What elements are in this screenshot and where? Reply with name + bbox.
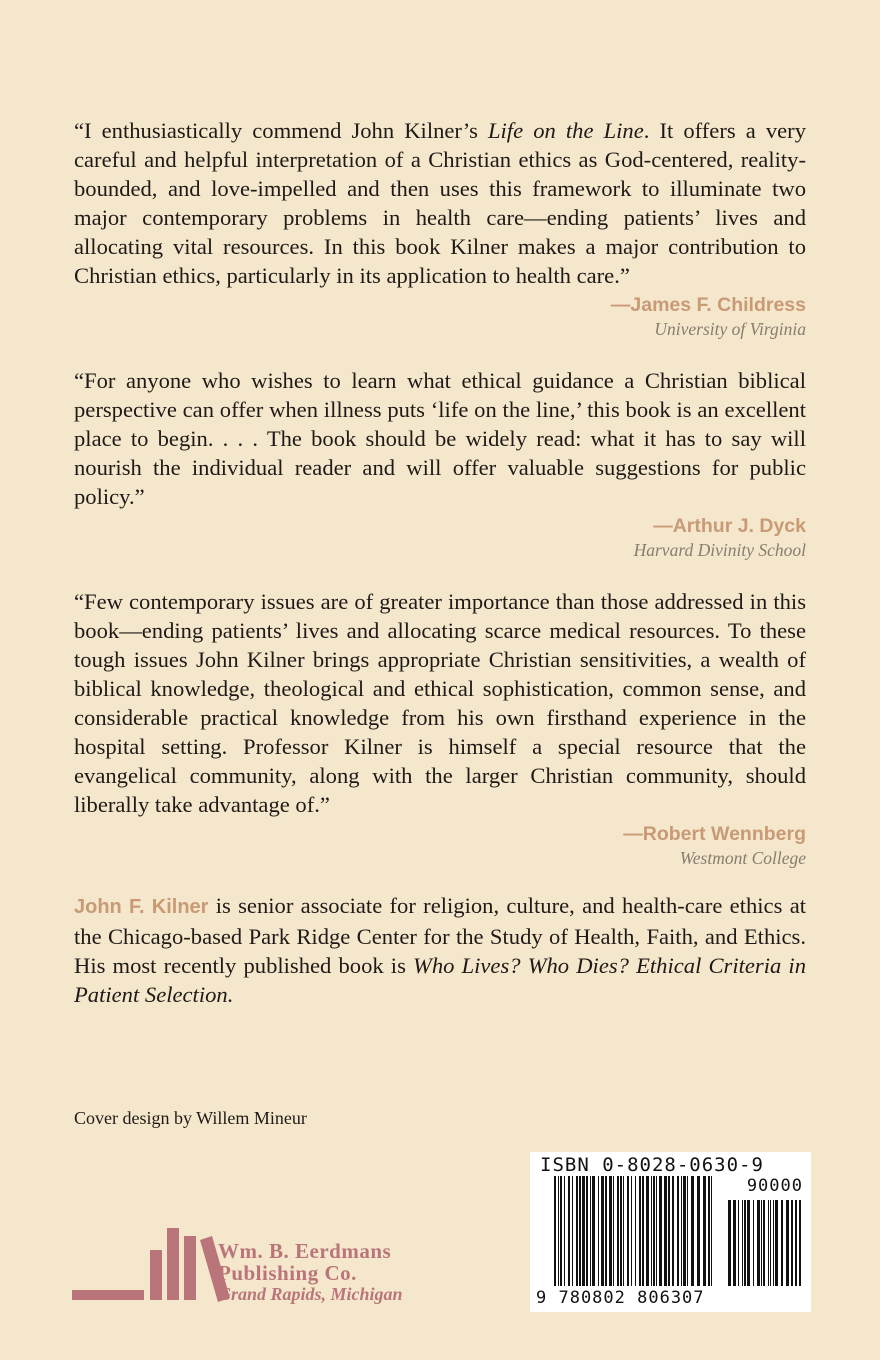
publisher-name [218,1240,403,1304]
endorsement-dyck [74,366,806,561]
cover-design-credit: Cover design by Willem Mineur [74,1108,307,1128]
endorsement-quote: “Few contemporary issues are of greater importance than those addressed in this book—ending patients’ lives and allocating scarce medical resources. To these tough issues John Kilner brings appropriate Christian sensitivities, a wealth of biblical knowledge, theological and ethical sophistication, common sense, and considerable practical knowledge from his own firsthand experience in the hospital setting. Professor Kilner is himself a special resource that the evangelical community, along with the larger Christian community, should liberally take advantage of.” [74,589,806,817]
barcode-bars-icon [554,1176,714,1286]
isbn-label: ISBN 0-8028-0630-9 [540,1154,764,1176]
endorser-affiliation: University of Virginia [654,319,806,339]
endorsement-quote: “For anyone who wishes to learn what ethical guidance a Christian biblical perspective can offer when illness puts ‘life on the line,’ this book is an excellent place to begin. . . . The book should be widely read: what it has to say will nourish the individual reader and will offer valuable suggestions for public policy.” [74,368,806,509]
endorsement-quote [74,116,806,290]
endorsement-attribution [74,821,806,869]
endorser-name: —Arthur J. Dyck [653,515,806,537]
bio-book-title: Who Lives? Who Dies? Ethical Criteria in Patient Selection. [74,953,806,1007]
author-name: John F. Kilner [74,896,209,918]
price-code: 90000 [746,1176,803,1196]
back-cover-text [74,116,806,1032]
quote-text: . It offers a very careful and helpful interpretation of a Christian ethics as God-centered, reality-bounded, and love-impelled and then uses this framework to illuminate two major contemporary problems in health care—ending patients’ lives and allocating vital resources. In this book Kilner makes a major contribution to Christian ethics, particularly in its application to health care.” [74,118,806,288]
endorser-affiliation: Westmont College [679,848,806,868]
endorser-name: —Robert Wennberg [623,823,806,845]
ean-number: 9 780802 806307 [536,1288,705,1308]
endorsement-attribution [74,513,806,561]
price-barcode-bars-icon [728,1200,804,1286]
isbn-barcode [530,1152,811,1312]
endorser-name: —James F. Childress [610,294,806,316]
endorsement-attribution [74,292,806,340]
endorsement-wennberg [74,587,806,869]
quote-text: “I enthusiastically commend John Kilner’s [74,118,488,143]
publisher-location: Grand Rapids, Michigan [218,1284,403,1304]
author-bio [74,891,806,1009]
bio-text: is senior associate for religion, culture, and health-care ethics at the Chicago-based Park Ridge Center for the Study of Health, Faith, and Ethics. His most recently published book is [74,893,806,978]
quote-book-title: Life on the Line [487,118,644,143]
endorsement-childress [74,116,806,340]
publisher-line2: Publishing Co. [218,1261,357,1285]
endorser-affiliation: Harvard Divinity School [633,540,806,560]
publisher-line1: Wm. B. Eerdmans [218,1239,392,1263]
